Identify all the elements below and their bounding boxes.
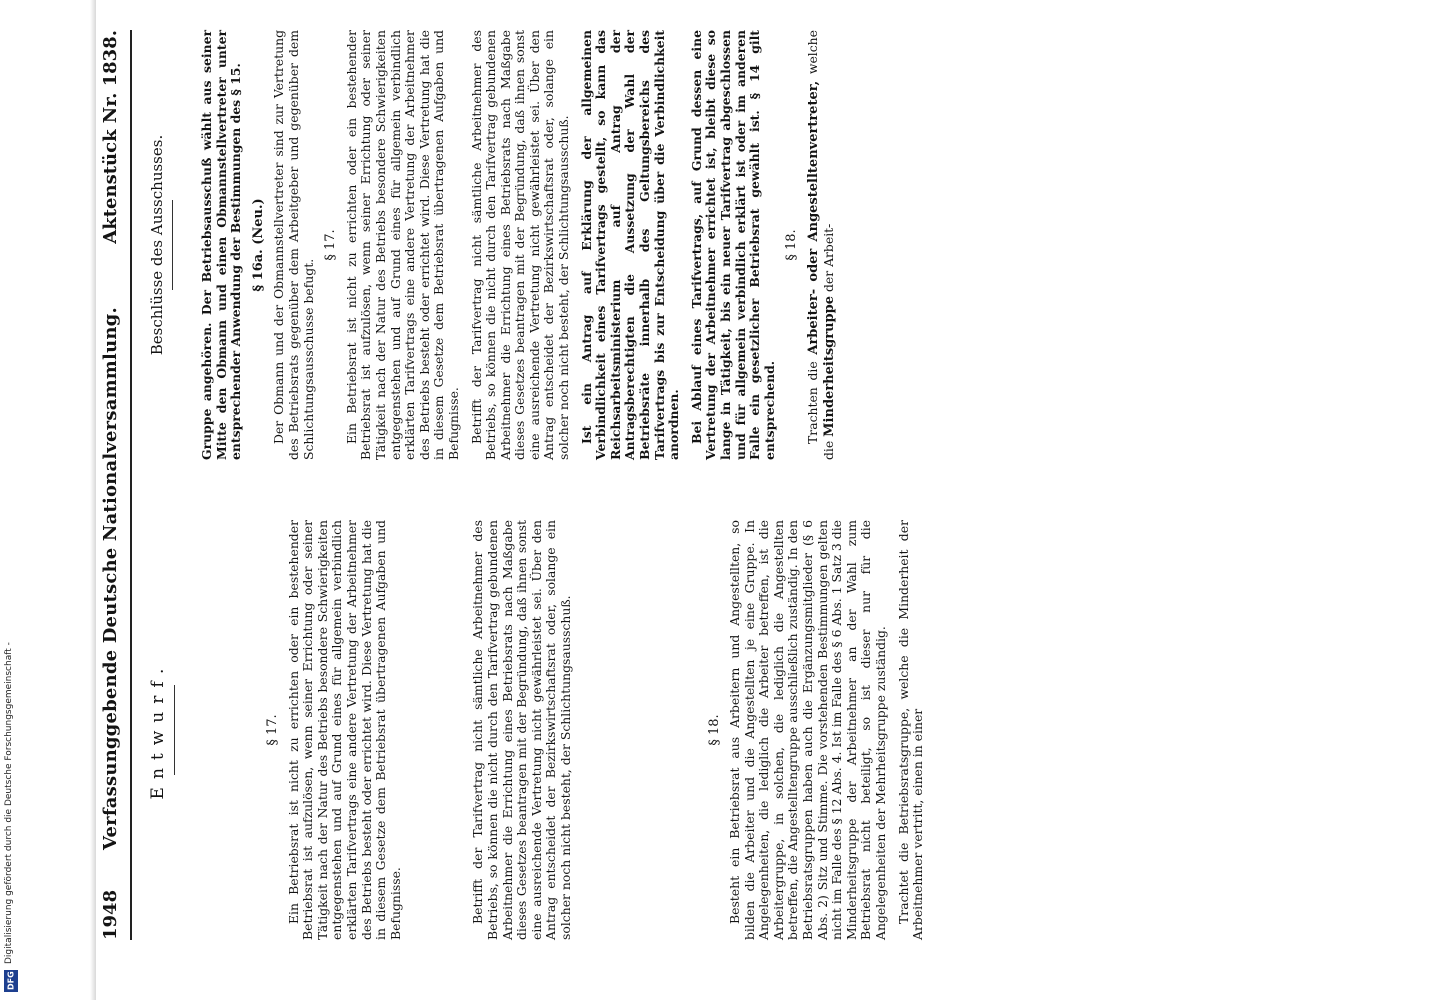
section-18-text-d: Minderheitsgruppe bbox=[821, 296, 837, 437]
section-16a-heading: § 16a. (Neu.) bbox=[250, 198, 266, 292]
digitization-note bbox=[2, 0, 20, 1000]
intro-paragraph: Gruppe angehören. Der Betriebsausschuß wählt aus seiner Mitte den Obmann und einen Obmannstellvertreter unter entsprechender Anwendung der Bestimmungen des § 15. bbox=[199, 30, 244, 460]
committee-column bbox=[200, 30, 845, 460]
section-17-heading: § 17. bbox=[323, 229, 339, 261]
draft-column bbox=[200, 520, 934, 940]
page-number: 1948 bbox=[100, 889, 121, 940]
section-17-paragraph-2: Betrifft der Tarifvertrag nicht sämtliche Arbeitnehmer des Betriebs, so können die nicht durch den Tarifvertrag gebundenen Arbeitnehmer die Errichtung eines Betriebsrats nach Maßgabe dieses Gesetzes beantragen mit der Begründung, daß ihnen sonst eine ausreichende Vertretung nicht gewährleistet sei. Über den Antrag entscheidet der Bezirkswirtschaftsrat oder, solange ein solcher noch nicht besteht, der Schlichtungsausschuß. bbox=[468, 30, 572, 460]
section-18-paragraph-1: Besteht ein Betriebsrat aus Arbeitern und Angestellten, so bilden die Arbeiter und die Angestellten je eine Gruppe. In Angelegenheiten, die lediglich die Arbeiter betreffen, ist die Arbeitergruppe, in solchen, die lediglich die Angestellten betreffen, die Angestelltengruppe ausschließlich zuständig. In den Betriebsratsgruppen haben auch die Ergänzungsmitglieder (§ 6 Abs. 2) Sitz und Stimme. Die vorstehenden Bestimmungen gelten nicht im Falle des § 12 Abs. 4. Ist im Falle des § 6 Abs. 1 Satz 3 die Minderheitsgruppe der Arbeitnehmer an der Wahl zum Betriebsrat nicht beteiligt, so ist dieser nur für die Angelegenheiten der Mehrheitsgruppe zuständig. bbox=[727, 520, 889, 940]
left-column-title-text: Entwurf. bbox=[148, 660, 168, 800]
section-18-text-b: Arbeiter- oder Angestelltenvertreter, bbox=[805, 80, 821, 355]
section-17-paragraph-3: Ist ein Antrag auf Erklärung der allgemeinen Verbindlichkeit eines Tarifvertrags gestellt, so kann das Reichsarbeitsministerium auf Antrag der Antragsberechtigten die Aussetzung der Wahl der Betriebsräte innerhalb des Geltungsbereichs des Tarifvertrags bis zur Entscheidung über die Verbindlichkeit anordnen. bbox=[578, 30, 682, 460]
section-17-paragraph-4: Bei Ablauf eines Tarifvertrags, auf Grund dessen eine Vertretung der Arbeitnehmer errichtet ist, bleibt diese so lange in Tätigkeit, bis ein neuer Tarifvertrag abgeschlossen und für allgemein verbindlich erklärt ist oder im anderen Falle ein gesetzlicher Betriebsrat gewählt ist. § 14 gilt entsprechend. bbox=[688, 30, 777, 460]
section-18-paragraph-2: Trachtet die Betriebsratsgruppe, welche die Minderheit der Arbeitnehmer vertritt, einen in einer bbox=[895, 520, 926, 940]
section-18-text-c: welche die bbox=[804, 30, 836, 460]
scan-edge bbox=[90, 0, 96, 1000]
section-18-text-e: der Arbeit- bbox=[820, 223, 836, 296]
header-rule bbox=[130, 30, 132, 940]
dfg-logo: DFG bbox=[4, 970, 18, 992]
section-18-heading: § 18. bbox=[706, 714, 722, 746]
document-number: Aktenstück Nr. 1838. bbox=[100, 30, 121, 244]
right-title-underline bbox=[172, 200, 173, 290]
section-18-heading: § 18. bbox=[784, 229, 800, 261]
section-18-text-a: Trachten die bbox=[804, 354, 820, 444]
page-header bbox=[100, 30, 140, 940]
page-title: Verfassunggebende Deutsche Nationalversammlung. bbox=[100, 307, 121, 850]
section-17-paragraph-1: Ein Betriebsrat ist nicht zu errichten oder ein bestehender Betriebsrat ist aufzulösen, wenn seiner Errichtung oder seiner Tätigkeit nach der Natur des Betriebs besondere Schwierigkeiten entgegenstehen und auf Grund eines für allgemein verbindlich erklärten Tarifvertrags eine andere Vertretung der Arbeitnehmer des Betriebs besteht oder errichtet wird. Diese Vertretung hat die in diesem Gesetze dem Betriebsrat übertragenen Aufgaben und Befugnisse. bbox=[343, 30, 461, 460]
left-title-underline bbox=[174, 685, 175, 775]
section-17-heading: § 17. bbox=[265, 714, 280, 746]
section-16a-paragraph: Der Obmann und der Obmannstellvertreter sind zur Vertretung des Betriebsrats gegenüber dem Arbeitgeber und gegenüber dem Schlichtungsausschusse befugt. bbox=[271, 30, 316, 460]
right-column-title-text: Beschlüsse des Ausschusses. bbox=[148, 134, 166, 356]
left-column-title bbox=[148, 520, 175, 940]
right-column-title bbox=[148, 30, 173, 460]
scanned-page bbox=[96, 0, 1396, 1000]
section-17-paragraph-1: Ein Betriebsrat ist nicht zu errichten oder ein bestehender Betriebsrat ist aufzulösen, wenn seiner Errichtung oder seiner Tätigkeit nach der Natur des Betriebs besondere Schwierigkeiten entgegenstehen und auf Grund eines für allgemein verbindlich erklärten Tarifvertrags eine andere Vertretung der Arbeitnehmer des Betriebs besteht oder errichtet wird. Diese Vertretung hat die in diesem Gesetze dem Betriebsrat übertragenen Aufgaben und Befugnisse. bbox=[285, 520, 403, 940]
section-18-paragraph-1 bbox=[806, 30, 837, 460]
section-17-paragraph-2: Betrifft der Tarifvertrag nicht sämtliche Arbeitnehmer des Betriebs, so können die nicht durch den Tarifvertrag gebundenen Arbeitnehmer die Errichtung eines Betriebsrats nach Maßgabe dieses Gesetzes beantragen mit der Begründung, daß ihnen sonst eine ausreichende Vertretung nicht gewährleistet sei. Über den Antrag entscheidet der Bezirkswirtschaftsrat oder, solange ein solcher noch nicht besteht, der Schlichtungsausschuß. bbox=[470, 520, 573, 940]
digitization-note-text: Digitalisierung gefördert durch die Deutsche Forschungsgemeinschaft - bbox=[4, 642, 14, 964]
